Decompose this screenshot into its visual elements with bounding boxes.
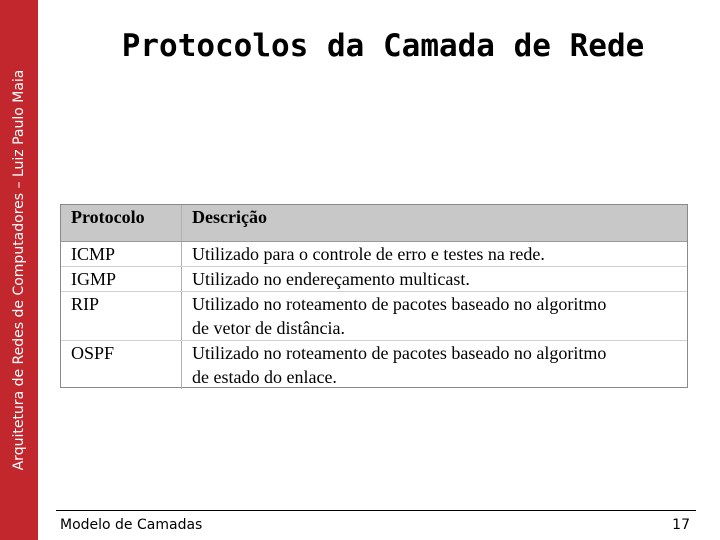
protocol-name: OSPF <box>61 341 182 390</box>
description-line: Utilizado no roteamento de pacotes baseado no algoritmo <box>192 294 607 314</box>
page-number: 17 <box>672 517 690 533</box>
protocol-table-container <box>60 204 688 388</box>
table-row <box>61 292 687 341</box>
protocol-description <box>182 341 688 390</box>
description-line: Utilizado no roteamento de pacotes baseado no algoritmo <box>192 343 607 363</box>
footer-section-name: Modelo de Camadas <box>60 517 203 533</box>
protocol-name: RIP <box>61 292 182 341</box>
table-row <box>61 242 687 267</box>
protocol-description <box>182 242 688 267</box>
table-row <box>61 341 687 390</box>
description-line: Utilizado no endereçamento multicast. <box>192 269 470 289</box>
sidebar-course-title: Arquitetura de Redes de Computadores – Luiz Paulo Maia <box>11 69 27 471</box>
header-description: Descrição <box>182 205 688 242</box>
slide-title: Protocolos da Camada de Rede <box>121 28 645 64</box>
description-line: de vetor de distância. <box>192 318 345 338</box>
protocol-name: ICMP <box>61 242 182 267</box>
protocol-description <box>182 292 688 341</box>
protocol-table <box>61 205 687 389</box>
description-line: Utilizado para o controle de erro e testes na rede. <box>192 244 545 264</box>
protocol-name: IGMP <box>61 267 182 292</box>
protocol-description <box>182 267 688 292</box>
table-row <box>61 267 687 292</box>
sidebar-band <box>0 0 38 540</box>
table-header-row <box>61 205 687 242</box>
header-protocol: Protocolo <box>61 205 182 242</box>
description-line: de estado do enlace. <box>192 367 337 387</box>
footer-divider <box>56 510 696 511</box>
